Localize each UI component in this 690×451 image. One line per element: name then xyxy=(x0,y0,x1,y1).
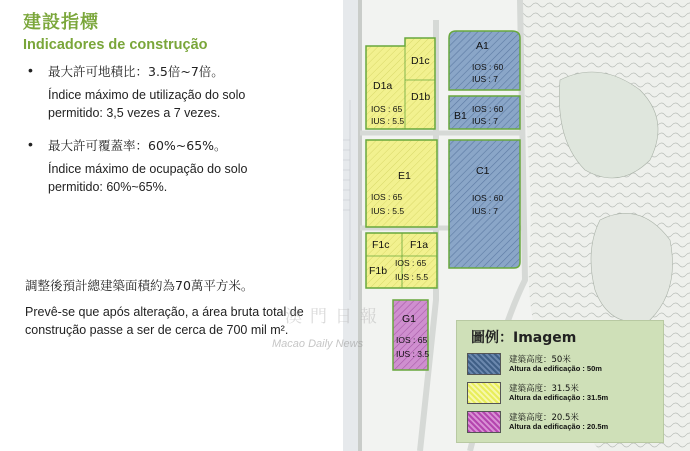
water-area xyxy=(343,0,359,451)
summary-pt-line1: Prevê-se que após alteração, a área bruta total de xyxy=(25,305,304,319)
label-b1: B1 xyxy=(454,110,467,122)
legend-item-3-chinese: 建築高度：20.5米 xyxy=(509,413,579,423)
label-c1-ios: IOS : 60 xyxy=(472,193,504,203)
summary-chinese: 調整後預計總建築面積約為70萬平方米。 xyxy=(25,278,254,293)
legend-swatch-yellow xyxy=(467,382,501,404)
summary-pt-line2: construção passe a ser de cerca de 700 mil m². xyxy=(25,323,289,337)
legend-item-2-chinese: 建築高度：31.5米 xyxy=(509,384,579,394)
label-d1-ius: IUS : 5.5 xyxy=(371,116,405,126)
label-f1-ios: IOS : 65 xyxy=(395,258,427,268)
label-g1-ios: IOS : 65 xyxy=(396,335,428,345)
hill-contours xyxy=(591,213,673,322)
label-f1-ius: IUS : 5.5 xyxy=(395,272,429,282)
bullet-dot-1: • xyxy=(28,62,33,78)
label-a1: A1 xyxy=(476,40,489,52)
label-d1a: D1a xyxy=(373,80,393,92)
bullet-dot-2: • xyxy=(28,136,33,152)
legend-item-1-chinese: 建築高度：50米 xyxy=(509,355,571,365)
label-d1b: D1b xyxy=(411,91,431,103)
bullet-2-chinese: 最大許可覆蓋率：60%~65%。 xyxy=(48,138,227,153)
heading-chinese: 建設指標 xyxy=(23,12,99,33)
label-d1c: D1c xyxy=(411,55,430,67)
label-e1-ius: IUS : 5.5 xyxy=(371,206,405,216)
map-legend xyxy=(456,320,664,443)
plot-c1 xyxy=(449,140,520,268)
label-c1: C1 xyxy=(476,165,490,177)
label-d1-ios: IOS : 65 xyxy=(371,104,403,114)
legend-title: 圖例：Imagem xyxy=(471,330,577,346)
legend-item-1-pt: Altura da edificação : 50m xyxy=(509,364,602,373)
bullet-1-pt-line2: permitido: 3,5 vezes a 7 vezes. xyxy=(48,106,221,120)
label-f1a: F1a xyxy=(410,239,429,251)
label-b1-ios: IOS : 60 xyxy=(472,104,504,114)
label-g1-ius: IUS : 3.5 xyxy=(396,349,430,359)
legend-swatch-magenta xyxy=(467,411,501,433)
label-b1-ius: IUS : 7 xyxy=(472,116,498,126)
bullet-2-pt-line2: permitido: 60%~65%. xyxy=(48,180,168,194)
label-a1-ius: IUS : 7 xyxy=(472,74,498,84)
bullet-1-pt-line1: Índice máximo de utilização do solo xyxy=(48,88,246,102)
label-g1: G1 xyxy=(402,313,417,325)
watermark-chinese: 澳門日報 xyxy=(285,307,385,327)
legend-item-3-pt: Altura da edificação : 20.5m xyxy=(509,422,609,431)
label-e1: E1 xyxy=(398,170,411,182)
label-c1-ius: IUS : 7 xyxy=(472,206,498,216)
label-e1-ios: IOS : 65 xyxy=(371,192,403,202)
watermark-english: Macao Daily News xyxy=(272,338,364,350)
bullet-1-chinese: 最大許可地積比：3.5倍~7倍。 xyxy=(48,64,224,79)
legend-swatch-blue xyxy=(467,353,501,375)
label-f1b: F1b xyxy=(369,265,388,277)
legend-item-2-pt: Altura da edificação : 31.5m xyxy=(509,393,609,402)
label-f1c: F1c xyxy=(372,239,390,251)
heading-portuguese: Indicadores de construção xyxy=(23,37,208,53)
bullet-2-pt-line1: Índice máximo de ocupação do solo xyxy=(48,162,248,176)
label-a1-ios: IOS : 60 xyxy=(472,62,504,72)
